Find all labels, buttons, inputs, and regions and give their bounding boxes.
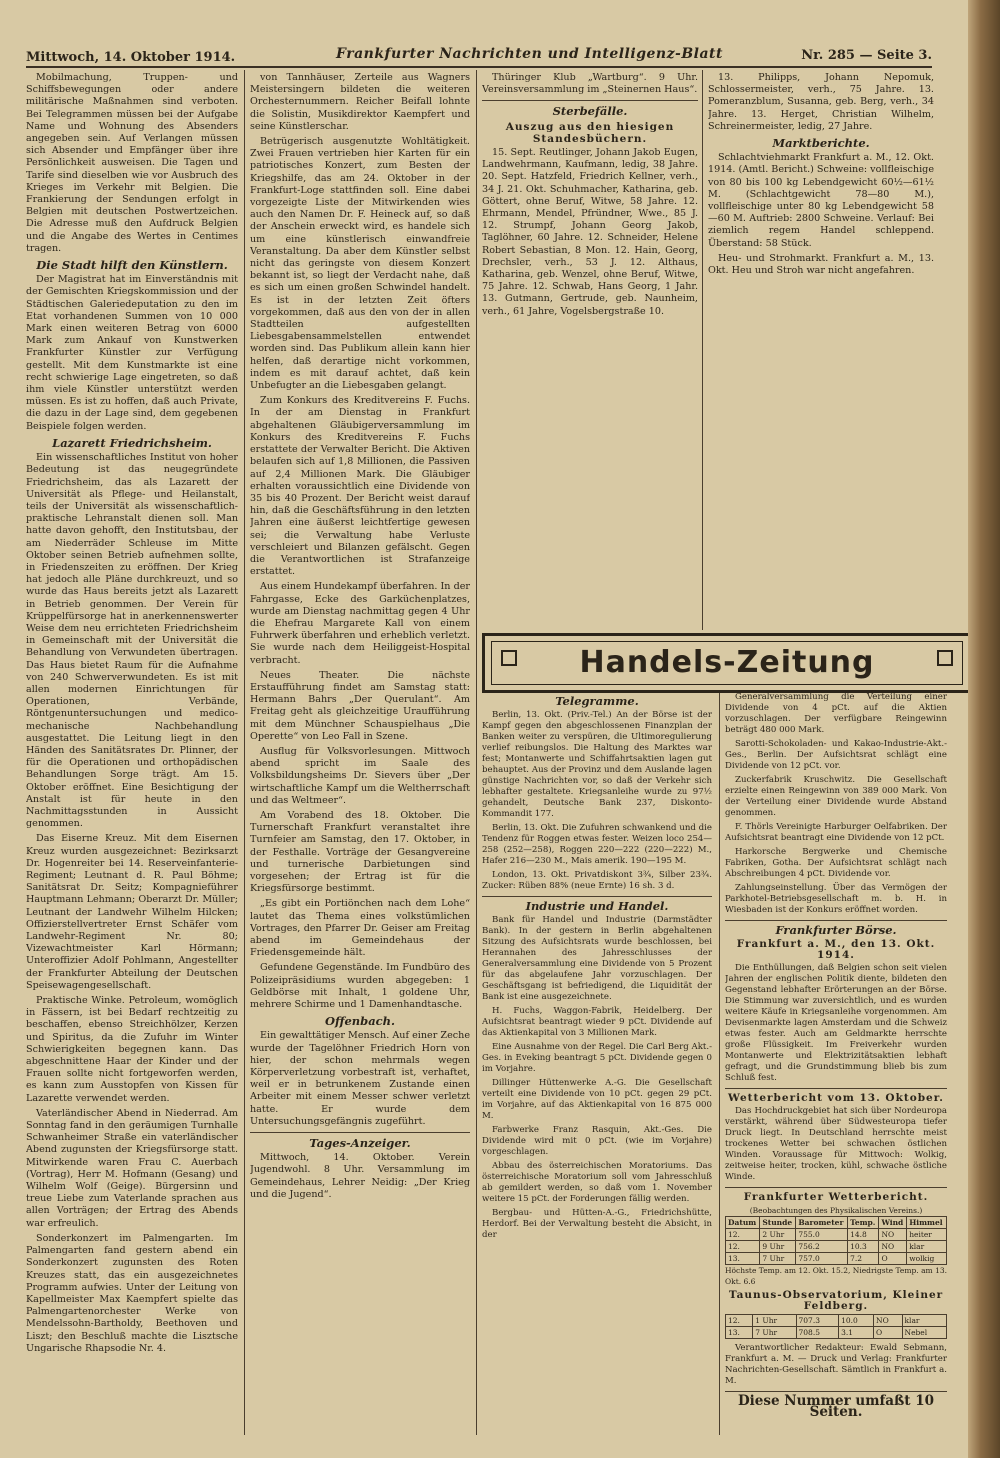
article-text: H. Fuchs, Waggon-Fabrik, Heidelberg. Der Aufsichtsrat beantragt wieder 9 pCt. Dividende auf das Aktienkapital von 3 Millionen Mark.	[482, 1006, 712, 1038]
divider	[725, 1391, 947, 1392]
article-text: Ein wissenschaftliches Institut von hoher Bedeutung ist das neugegründete Friedrichsheim, das als Lazarett der Universität als Pflege- und Heilanstalt, teils der Universität als wissenschaftlich-praktische Lehranstalt dienen soll. Man hatte davon gehofft, den Institutsbau, der am Niederräder Schleuse im Mitte Oktober seinen Betrieb aufnehmen sollte, in Friedenszeiten zu eröffnen. Der Krieg hat jedoch alle Pläne durchkreuzt, und so wurde das Haus bereits jetzt als Lazarett in Betrieb genommen. Der Verein für Krüppelfürsorge hat in anerkennenswerter Weise dem neu errichteten Friedrichsheim in Gemeinschaft mit der Universität die Behandlung von Verwundeten übertragen. Das Haus bietet Raum für die Aufnahme von 240 Schwerverwundeten. Es ist mit allen modernen Einrichtungen für Operationen, Verbände, Röntgenuntersuchungen und medico-mechanische Nachbehandlung ausgestattet. Die Leitung liegt in den Händen des Sanitätsrates Dr. Plinner, der für die Operationen und orthopädischen Behandlungen Sorge trägt. Am 15. Oktober eröffnet. Eine Besichtigung der Anstalt ist für heute in den Nachmittagsstunden in Aussicht genommen.	[26, 452, 238, 830]
article-text: von Tannhäuser, Zerteile aus Wagners Meistersingern bildeten die weiteren Orchesternummern. Reicher Beifall lohnte die Solistin, Musikdirektor Kaempfert und seine Künstlerschar.	[250, 72, 470, 132]
article-text: Thüringer Klub „Wartburg“. 9 Uhr. Vereinsversammlung im „Steinernen Haus“.	[482, 72, 698, 96]
weather-note: Höchste Temp. am 12. Okt. 15.2, Niedrigste Temp. am 13. Okt. 6.6	[725, 1266, 947, 1286]
table-header-cell: Himmel	[907, 1217, 947, 1229]
section-heading: Offenbach.	[324, 1014, 396, 1029]
table-cell: heiter	[907, 1229, 947, 1241]
article-text: London, 13. Okt. Privatdiskont 3¾, Silber 23¾. Zucker: Rüben 88% (neue Ernte) 16 sh. 3 d.	[482, 870, 712, 891]
article-text: Zum Konkurs des Kreditvereins F. Fuchs. In der am Dienstag in Frankfurt abgehaltenen Gläubigerversammlung im Konkurs des Kreditvereins F. Fuchs erstattete der Verwalter Bericht. Die Aktiven belaufen sich auf 1,8 Millionen, die Passiven auf 2,4 Millionen Mark. Die Gläubiger erhalten voraussichtlich eine Dividende von 35 bis 40 Prozent. Der Bericht weist darauf hin, daß die Geschäftsführung in den letzten Jahren eine äußerst leichtfertige gewesen sei; die Verwaltung habe Verluste verschleiert und Bilanzen gefälscht. Gegen die Verantwortlichen ist Strafanzeige erstattet.	[250, 395, 470, 578]
page-edge	[968, 0, 1000, 1458]
market-report: Schlachtviehmarkt Frankfurt a. M., 12. Okt. 1914. (Amtl. Bericht.) Schweine: vollfleischige von 80 bis 100 kg Lebendgewicht 60½—61½ M. (Schlachtgewicht 78—80 M.), vollfleischige unter 80 kg Lebendgewicht 58—60 M. Auftrieb: 2800 Schweine. Verlauf: Bei ziemlich regem Handel schleppend. Überstand: 58 Stück.	[708, 152, 934, 249]
table-row	[726, 1241, 947, 1253]
table-cell: 756.2	[796, 1241, 848, 1253]
table-cell: 3.1	[839, 1327, 874, 1339]
observatory-table-title: Taunus-Observatorium, Kleiner Feldberg.	[728, 1289, 944, 1312]
issue-date: Mittwoch, 14. Oktober 1914.	[26, 50, 236, 65]
issue-number: Nr. 285 — Seite 3.	[801, 48, 932, 63]
article-text: Abbau des österreichischen Moratoriums. Das österreichische Moratorium soll vom Jahresschluß ab gemildert werden, so daß vom 1. November weitere 15 pCt. der Forderungen fällig werden.	[482, 1161, 712, 1204]
article-text: Sarotti-Schokoladen- und Kakao-Industrie-Akt.-Ges., Berlin. Der Aufsichtsrat schlägt eine Dividende von 12 pCt. vor.	[725, 739, 947, 771]
table-cell: 708.5	[796, 1327, 839, 1339]
weather-table-subtitle: (Beobachtungen des Physikalischen Vereins.)	[749, 1206, 923, 1215]
column-2	[250, 72, 470, 1432]
article-text: Zuckerfabrik Kruschwitz. Die Gesellschaft erzielte einen Reingewinn von 389 000 Mark. Von der Verteilung einer Dividende wurde Abstand genommen.	[725, 775, 947, 818]
weather-table	[725, 1216, 947, 1265]
article-text: Das Hochdruckgebiet hat sich über Nordeuropa verstärkt, während über Südwesteuropa tiefer Druck liegt. In Deutschland herrschte meist trockenes Wetter bei schwachen östlichen Winden. Voraussage für Mittwoch: Wolkig, zeitweise heiter, trocken, kühl, schwache östliche Winde.	[725, 1106, 947, 1182]
table-header-cell: Temp.	[848, 1217, 879, 1229]
article-text: Die Enthüllungen, daß Belgien schon seit vielen Jahren der englischen Politik diente, bildeten den Gegenstand lebhafter Erörterungen an der Börse. Die Stimmung war zuversichtlich, und es wurden weitere Käufe in Kriegsanleihe vorgenommen. Am Devisenmarkte lagen Amsterdam und die Schweiz etwas fester. Auch am Geldmarkte herrschte große Flüssigkeit. Im Freiverkehr wurden Montanwerte und Elektrizitätsaktien lebhaft gefragt, und die Grundstimmung blieb bis zum Schluß fest.	[725, 963, 947, 1083]
imprint: Verantwortlicher Redakteur: Ewald Sebmann, Frankfurt a. M. — Druck und Verlag: Frankfurter Nachrichten-Gesellschaft. Sämtlich in Frankfurt a. M.	[725, 1343, 947, 1386]
column-1	[26, 72, 238, 1432]
article-text: Zahlungseinstellung. Über das Vermögen der Parkhotel-Betriebsgesellschaft m. b. H. in Wiesbaden ist der Konkurs eröffnet worden.	[725, 883, 947, 915]
table-header-row	[726, 1217, 947, 1229]
column-divider	[244, 70, 245, 1435]
section-subheading: Auszug aus den hiesigen Standesbüchern.	[505, 120, 675, 145]
table-cell: Nebel	[902, 1327, 947, 1339]
article-text: Dillinger Hüttenwerke A.-G. Die Gesellschaft verteilt eine Dividende von 10 pCt. gegen 29 pCt. im Vorjahre, auf das Aktienkapital von 16 875 000 M.	[482, 1078, 712, 1121]
section-heading: Wetterbericht vom 13. Oktober.	[728, 1092, 944, 1104]
article-heading: Lazarett Friedrichsheim.	[52, 435, 212, 450]
table-header-cell: Datum	[726, 1217, 760, 1229]
article-text: Farbwerke Franz Rasquin, Akt.-Ges. Die Dividende wird mit 0 pCt. (wie im Vorjahre) vorgeschlagen.	[482, 1125, 712, 1157]
column-5	[482, 692, 712, 1434]
column-divider	[702, 70, 703, 630]
section-heading: Tages-Anzeiger.	[309, 1136, 411, 1151]
article-text: Aus einem Hundekampf überfahren. In der Fahrgasse, Ecke des Garküchenplatzes, wurde am Dienstag nachmittag gegen 4 Uhr die Ehefrau Margarete Kall von einem Fuhrwerk überfahren und erheblich verletzt. Sie wurde nach dem Heiliggeist-Hospital verbracht.	[250, 581, 470, 666]
section-heading: Sterbefälle.	[552, 104, 628, 119]
column-4	[708, 72, 934, 627]
article-text: Sonderkonzert im Palmengarten. Im Palmengarten fand gestern abend ein Sonderkonzert zugunsten des Roten Kreuzes statt, das ein ausgezeichnetes Programm aufwies. Unter der Leitung von Kapellmeister Max Kaempfert spielte das Palmengartenorchester Werke von Mendelssohn-Bartholdy, Beethoven und Liszt; den Beschluß machte die Lisztsche Ungarische Rhapsodie Nr. 4.	[26, 1232, 238, 1354]
weather-table-title: Frankfurter Wetterbericht.	[743, 1191, 929, 1203]
article-text: Betrügerisch ausgenutzte Wohltätigkeit. Zwei Frauen vertrieben hier Karten für ein patriotisches Konzert, zum Besten der Kriegshilfe, das am 24. Oktober in der Frankfurt-Loge stattfinden soll. Eine dabei vorgezeigte Liste der Mitwirkenden wies auch den Namen Dr. F. Heineck auf, so daß der Anschein erweckt wird, es handele sich um eine künstlerisch einwandfreie Veranstaltung. Da aber dem Künstler selbst nicht das geringste von diesem Konzert bekannt ist, so liegt der Verdacht nahe, daß es sich um einen großen Schwindel handelt. Es ist in der letzten Zeit öfters vorgekommen, daß aus den von der in allen Stadtteilen aufgestellten Liebesgabensammelstellen entwendet worden sind. Das Publikum allein kann hier helfen, daß derartige nicht vorkommen, indem es mit darauf achtet, daß kein Unbefugter an die Liebesgaben gelangt.	[250, 136, 470, 392]
article-text: Praktische Winke. Petroleum, womöglich in Fässern, ist bei Bedarf rechtzeitig zu beschaffen, ebenso Streichhölzer, Kerzen und Spiritus, da die Zufuhr im Winter Schwierigkeiten begegnen kann. Das abgeschnittene Haar der Kinder und der Frauen sollte nicht fortgeworfen werden, es kann zum Ausstopfen von Kissen für Lazarette verwendet werden.	[26, 995, 238, 1104]
table-row	[726, 1229, 947, 1241]
banner-title: Handels-Zeitung	[491, 641, 963, 685]
article-text: Gefundene Gegenstände. Im Fundbüro des Polizeipräsidiums wurden abgegeben: 1 Geldbörse mit Inhalt, 1 goldene Uhr, mehrere Schirme und 1 Damenhandtasche.	[250, 962, 470, 1011]
article-text: Eine Ausnahme von der Regel. Die Carl Berg Akt.-Ges. in Eveking beantragt 5 pCt. Dividende gegen 0 im Vorjahre.	[482, 1042, 712, 1074]
table-cell: 755.0	[796, 1229, 848, 1241]
section-subheading: Frankfurt a. M., den 13. Okt. 1914.	[736, 938, 936, 961]
table-row	[726, 1253, 947, 1265]
table-cell: 13.	[726, 1327, 753, 1339]
market-report: Heu- und Strohmarkt. Frankfurt a. M., 13. Okt. Heu und Stroh war nicht angefahren.	[708, 252, 934, 277]
article-text: Bergbau- und Hütten-A.-G., Friedrichshütte, Herdorf. Bei der Verwaltung besteht die Absicht, in der	[482, 1208, 712, 1240]
article-text: Berlin, 13. Okt. Die Zufuhren schwankend und die Tendenz für Roggen etwas fester. Weizen loco 254—258 (252—258), Roggen 220—222 (220—222) M., Hafer 216—230 M., Mais amerik. 190—195 M.	[482, 823, 712, 866]
section-heading: Telegramme.	[555, 694, 639, 708]
death-notices: 15. Sept. Reutlinger, Johann Jakob Eugen, Landwehrmann, Kaufmann, ledig, 38 Jahre. 20. Sept. Hatzfeld, Friedrich Kellner, verh., 34 J. 21. Okt. Schuhmacher, Katharina, geb. Göttert, ohne Beruf, Witwe, 58 Jahre. 12. Ehrmann, Mendel, Pfründner, Wwe., 85 J. 12. Strumpf, Johann Georg Jakob, Taglöhner, 60 Jahre. 12. Schneider, Helene Robert Sebastian, 8 Mon. 12. Hain, Georg, Drechsler, verh., 53 J. 12. Althaus, Katharina, geb. Wenzel, ohne Beruf, Witwe, 75 Jahre. 12. Schwab, Hans Georg, 1 Jahr. 13. Gutmann, Gertrude, geb. Naunheim, verh., 61 Jahre, Vogelsbergstraße 10.	[482, 147, 698, 317]
divider	[725, 1088, 947, 1089]
section-heading: Industrie und Handel.	[525, 899, 669, 913]
article-text: Das Eiserne Kreuz. Mit dem Eisernen Kreuz wurden ausgezeichnet: Bezirksarzt Dr. Hogenreiter bei 14. Reserveinfanterie-Regiment; Leutnant d. R. Paul Böhme; Sanitätsrat Dr. Seitz; Kompagnieführer Hauptmann Lehmann; Oberarzt Dr. Müller; Leutnant der Landwehr Wilhelm Hilcken; Offizierstellvertreter Ernst Schäfer vom Landwehr-Regiment Nr. 80; Vizewachtmeister Karl Hörmann; Unteroffizier Adolf Pohlmann, Angestellter der Frankfurter Abteilung der Deutschen Speisewagengesellschaft.	[26, 833, 238, 991]
header-rule	[26, 66, 932, 68]
death-notices: 13. Philipps, Johann Nepomuk, Schlossermeister, verh., 75 Jahre. 13. Pomeranzblum, Susanna, geb. Berg, verh., 34 Jahre. 13. Herget, Christian Wilhelm, Schreinermeister, ledig, 27 Jahre.	[708, 72, 934, 132]
table-cell: 12.	[726, 1241, 760, 1253]
table-header-cell: Stunde	[760, 1217, 796, 1229]
article-text: Am Vorabend des 18. Oktober. Die Turnerschaft Frankfurt veranstaltet ihre Turnfeier am Samstag, den 17. Oktober, in der Festhalle. Vorträge der Gesangvereine und turnerische Darbietungen sind vorgesehen; der Ertrag ist für die Kriegsfürsorge bestimmt.	[250, 809, 470, 895]
table-cell: 707.3	[796, 1315, 839, 1327]
table-cell: NO	[879, 1229, 907, 1241]
banner-ornament-icon	[937, 650, 953, 666]
article-text: Vaterländischer Abend in Niederrad. Am Sonntag fand in den geräumigen Turnhalle Schwanheimer Straße ein vaterländischer Abend zugunsten der Kriegsfürsorge statt. Mitwirkende waren Frau C. Auerbach (Vortrag), Herr M. Hofmann (Gesang) und Wilhelm Wolf (Geige). Bürgersinn und treue Liebe zum Vaterlande sprachen aus allen Vorträgen; der Ertrag des Abends war erfreulich.	[26, 1107, 238, 1229]
divider	[725, 920, 947, 921]
divider	[482, 896, 712, 897]
article-text: Ausflug für Volksvorlesungen. Mittwoch abend spricht im Saale des Volksbildungsheims Dr. Sievers über „Der wirtschaftliche Kampf um die Weltherrschaft und das Weltmeer“.	[250, 745, 470, 806]
divider	[250, 1132, 470, 1133]
table-cell: NO	[879, 1241, 907, 1253]
column-divider	[476, 70, 477, 1435]
article-text: Bank für Handel und Industrie (Darmstädter Bank). In der gestern in Berlin abgehaltenen Sitzung des Aufsichtsrats wurde beschlossen, bei Herannahen des Jahresschlusses der Generalversammlung eine Dividende von 5 Prozent für das abgelaufene Jahr vorzuschlagen. Der Geschäftsgang ist befriedigend, die Liquidität der Bank ist eine ausgezeichnete.	[482, 915, 712, 1002]
article-text: Neues Theater. Die nächste Erstaufführung findet am Samstag statt: Hermann Bahrs „Der Querulant“. Am Freitag geht als gleichzeitige Uraufführung mit dem Münchner Schauspielhaus „Die Operette“ von Leo Fall in Szene.	[250, 669, 470, 742]
column-divider	[719, 690, 720, 1435]
page-count-notice: Diese Nummer umfaßt 10 Seiten.	[737, 1393, 935, 1420]
article-text: „Es gibt ein Portiönchen nach dem Lohe“ lautet das Thema eines volkstümlichen Vortrages, den Pfarrer Dr. Geiser am Freitag abend im Gemeindehaus der Friedensgemeinde hält.	[250, 898, 470, 959]
table-row	[726, 1327, 947, 1339]
table-cell: 12.	[726, 1315, 753, 1327]
table-cell: 10.3	[848, 1241, 879, 1253]
table-cell: 10.0	[839, 1315, 874, 1327]
table-cell: 7 Uhr	[753, 1327, 796, 1339]
table-cell: 7 Uhr	[760, 1253, 796, 1265]
table-cell: klar	[902, 1315, 947, 1327]
column-3	[482, 72, 698, 627]
article-text: Harkorsche Bergwerke und Chemische Fabriken, Gotha. Der Aufsichtsrat schlägt nach Abschreibungen 4 pCt. Dividende vor.	[725, 847, 947, 879]
table-cell: NO	[874, 1315, 903, 1327]
table-cell: 2 Uhr	[760, 1229, 796, 1241]
table-cell: 757.0	[796, 1253, 848, 1265]
banner-ornament-icon	[501, 650, 517, 666]
article-text: Berlin, 13. Okt. (Priv.-Tel.) An der Börse ist der Kampf gegen den abgeschlossenen Finanzplan der Banken weiter zu verspüren, die Ultimoregulierung verlief reibungslos. Die Haltung des Marktes war fest; Montanwerte und Schiffahrtsaktien lagen gut behauptet. Aus der Provinz und dem Auslande lagen günstige Nachrichten vor, so daß der Verkehr sich lebhafter gestaltete. Kriegsanleihe wurde zu 97½ gehandelt, Deutsche Bank 237, Diskonto-Kommandit 177.	[482, 710, 712, 819]
article-text: Ein gewalttätiger Mensch. Auf einer Zeche wurde der Tagelöhner Friedrich Horn von hier, der schon mehrmals wegen Körperverletzung vorbestraft ist, verhaftet, weil er in betrunkenem Zustande einen Arbeiter mit einem Messer schwer verletzt hatte. Er wurde dem Untersuchungsgefängnis zugeführt.	[250, 1030, 470, 1127]
observatory-table	[725, 1314, 947, 1339]
article-text: F. Thörls Vereinigte Harburger Oelfabriken. Der Aufsichtsrat beantragt eine Dividende von 12 pCt.	[725, 822, 947, 843]
section-heading: Frankfurter Börse.	[775, 923, 897, 937]
article-heading: Die Stadt hilft den Künstlern.	[36, 258, 228, 273]
table-row	[726, 1315, 947, 1327]
table-cell: 1 Uhr	[753, 1315, 796, 1327]
table-header-cell: Wind	[879, 1217, 907, 1229]
article-text: Generalversammlung die Verteilung einer Dividende von 4 pCt. auf die Aktien vorzuschlagen. Der verfügbare Reingewinn beträgt 480 000 Mark.	[725, 692, 947, 735]
table-cell: 9 Uhr	[760, 1241, 796, 1253]
article-text: Der Magistrat hat im Einverständnis mit der Gemischten Kriegskommission und der Städtischen Galeriedeputation zu den im Etat vorhandenen Summen von 10 000 Mark einen weiteren Betrag von 6000 Mark zum Ankauf von Kunstwerken Frankfurter Künstler zur Verfügung gestellt. Mit dem Kunstmarkte ist eine recht schwierige Lage eingetreten, so daß ihm viele Künstler unterstützt werden müssen. Es ist zu hoffen, daß auch Private, die dazu in der Lage sind, dem gegebenen Beispiele folgen werden.	[26, 274, 238, 432]
table-cell: 13.	[726, 1253, 760, 1265]
table-cell: klar	[907, 1241, 947, 1253]
table-cell: 14.8	[848, 1229, 879, 1241]
divider	[482, 100, 698, 101]
table-cell: wolkig	[907, 1253, 947, 1265]
table-header-cell: Barometer	[796, 1217, 848, 1229]
table-cell: 7.2	[848, 1253, 879, 1265]
masthead: Frankfurter Nachrichten und Intelligenz-Blatt	[336, 46, 723, 62]
table-cell: 12.	[726, 1229, 760, 1241]
column-6	[725, 692, 947, 1434]
section-heading: Marktberichte.	[772, 136, 870, 151]
table-cell: O	[874, 1327, 903, 1339]
table-cell: O	[879, 1253, 907, 1265]
article-text: Mobilmachung, Truppen- und Schiffsbewegungen oder andere militärische Maßnahmen sind verboten. Bei Telegrammen müssen bei der Aufgabe Name und Wohnung des Absenders angegeben sein. Auf Verlangen müssen sich Absender und Empfänger über ihre Persönlichkeit ausweisen. Die Tagen und Tarife sind dieselben wie vor Ausbruch des Krieges im Verkehr mit Belgien. Die Frankierung der Sendungen erfolgt in Belgien mit deutschen Postwertzeichen. Die Adresse muß den Aufdruck Belgien und die Angabe des Wertes in Centimes tragen.	[26, 72, 238, 254]
article-text: Mittwoch, 14. Oktober. Verein Jugendwohl. 8 Uhr. Versammlung im Gemeindehaus, Lehrer Neidig: „Der Krieg und die Jugend“.	[250, 1152, 470, 1200]
divider	[725, 1187, 947, 1188]
handels-zeitung-banner	[482, 633, 972, 693]
